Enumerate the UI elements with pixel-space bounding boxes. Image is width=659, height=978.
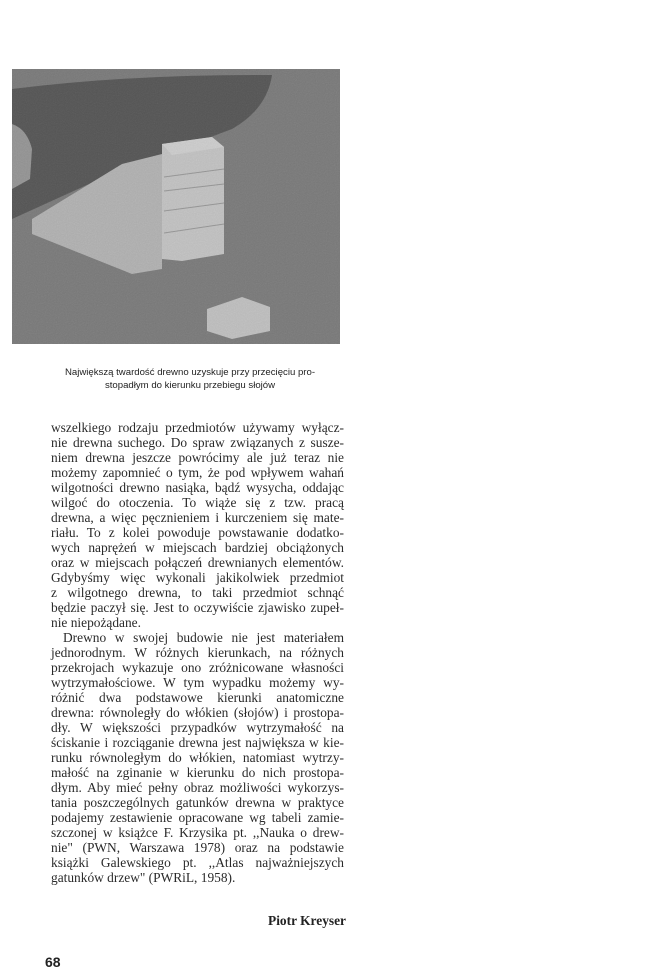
- page-number: 68: [45, 954, 61, 970]
- text-line: małość na zginanie w kierunku do nich prostopa-: [51, 765, 344, 780]
- text-line: nie niepożądane.: [51, 615, 141, 630]
- text-line: drewna, a więc pęcznieniem i kurczeniem się mate-: [51, 510, 344, 525]
- text-line: przekrojach wykazuje ono zróżnicowane własności: [51, 660, 344, 675]
- text-line: wych naprężeń w miejscach bardziej obciążonych: [51, 540, 344, 555]
- text-line: dłym. Aby mieć pełny obraz możliwości wykorzys-: [51, 780, 344, 795]
- caption-line: stopadłym do kierunku przebiegu słojów: [104, 380, 276, 391]
- text-line: gatunków drzew" (PWRiL, 1958).: [51, 870, 236, 885]
- text-line: nie" (PWN, Warszawa 1978) oraz na podstawie: [51, 840, 344, 855]
- text-line: nie drewna suchego. Do spraw związanych z susze-: [51, 435, 344, 450]
- text-line: drewna: równoległy do włókien (słojów) i prostopa-: [51, 705, 344, 720]
- text-line: wilgotności drewno nasiąka, bądź wysycha, oddając: [51, 480, 344, 495]
- article-body: [51, 420, 344, 885]
- text-line: riału. To z kolei powoduje powstawanie dodatko-: [51, 525, 344, 540]
- text-line: różnić dwa podstawowe kierunki anatomiczne: [51, 690, 344, 705]
- text-line: ściskanie i rozciąganie drewna jest największa w kie-: [51, 735, 344, 750]
- text-line: będzie paczył się. Jest to oczywiście zjawisko zupeł-: [51, 600, 344, 615]
- text-line: książki Galewskiego pt. ,,Atlas najważniejszych: [51, 855, 344, 870]
- text-line: z wilgotnego drewna, to taki przedmiot schnąć: [51, 585, 344, 600]
- text-line: niem drewna jeszcze powrócimy ale już teraz nie: [51, 450, 344, 465]
- photo-wood-blocks: [12, 69, 340, 344]
- text-line: podajemy zestawienie opracowane wg tabeli zamie-: [51, 810, 344, 825]
- author-signature: Piotr Kreyser: [268, 913, 346, 928]
- text-line: tania poszczególnych gatunków drewna w praktyce: [51, 795, 344, 810]
- text-line: wytrzymałościowe. W tym wypadku możemy wy-: [51, 675, 344, 690]
- text-line: wilgoć do otoczenia. To wiąże się z tzw. pracą: [51, 495, 344, 510]
- text-line: Drewno w swojej budowie nie jest materiałem: [63, 630, 344, 645]
- caption-line: Największą twardość drewno uzyskuje przy przecięciu pro-: [64, 367, 316, 378]
- text-line: runku równoległym do włókien, natomiast wytrzy-: [51, 750, 344, 765]
- text-line: oraz w miejscach połączeń drewnianych elementów.: [51, 555, 344, 570]
- text-line: Gdybyśmy więc wykonali jakikolwiek przedmiot: [51, 570, 344, 585]
- text-line: jednorodnym. W różnych kierunkach, na różnych: [51, 645, 344, 660]
- text-line: wszelkiego rodzaju przedmiotów używamy wyłącz-: [51, 420, 344, 435]
- text-line: szczonej w książce F. Krzysika pt. ,,Nauka o drew-: [51, 825, 344, 840]
- wood-blocks-illustration: [12, 69, 340, 344]
- photo-caption: [30, 366, 350, 392]
- text-line: możemy zapomnieć o tym, że pod wpływem wahań: [51, 465, 344, 480]
- text-line: dły. W większości przypadków wytrzymałość na: [51, 720, 344, 735]
